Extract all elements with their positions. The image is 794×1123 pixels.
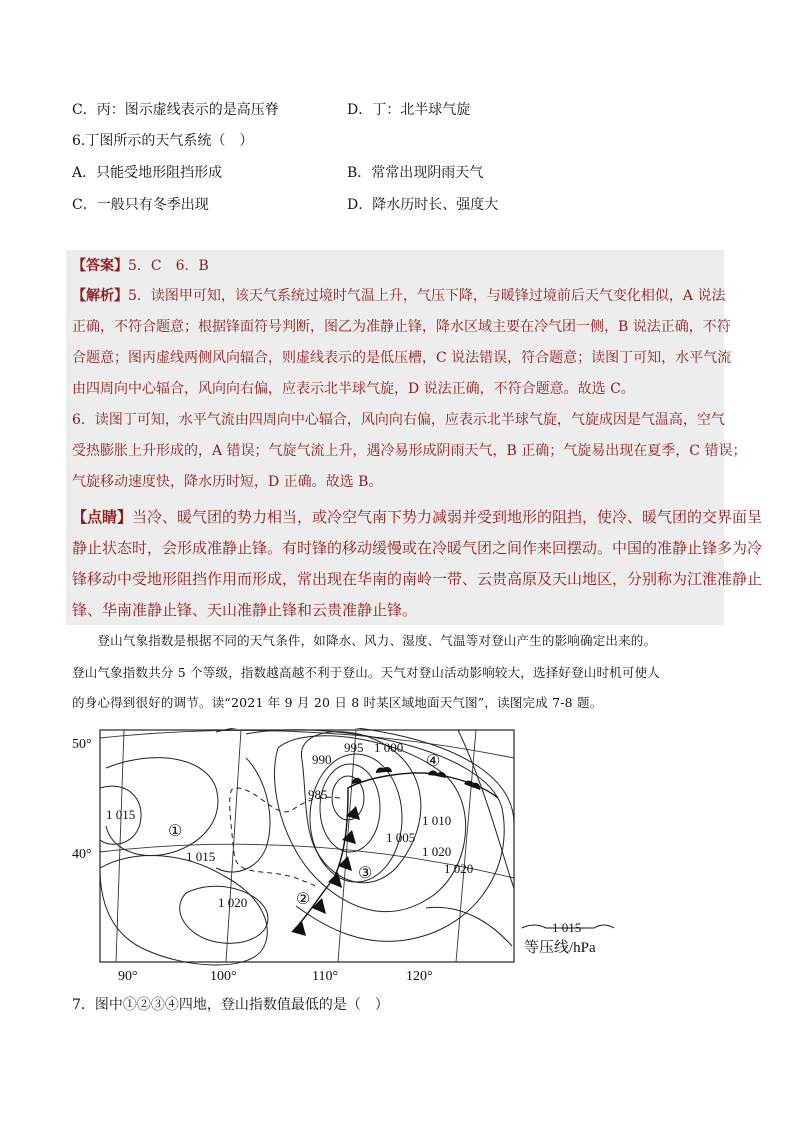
- isobar-label: 1 020: [218, 895, 248, 910]
- trough-line: [230, 788, 340, 886]
- point-1: ①: [168, 823, 183, 840]
- material-line-2: 登山气象指数共分 5 个等级，指数越高越不利于登山。天气对登山活动影响较大，选择好登山时机可使人: [72, 665, 661, 680]
- point-2: ②: [296, 891, 311, 908]
- analysis-line-5: 6．读图丁可知，水平气流由四周向中心辐合，风向向右偏，应表示北半球气旋，气旋成因是气温高，空气: [72, 412, 725, 428]
- q5-option-c: C．丙：图示虚线表示的是高压脊: [72, 102, 279, 118]
- isobar-label: 985: [308, 787, 328, 802]
- map-legend: [522, 920, 614, 956]
- analysis-line-1: [72, 286, 725, 306]
- isobar-label: 1 010: [422, 813, 452, 828]
- isobar-label: 990: [312, 752, 332, 767]
- warm-front-symbols: [352, 767, 480, 790]
- q7-stem: 7．图中①②③④四地，登山指数值最低的是（ ）: [72, 997, 389, 1013]
- q6-option-d: D．降水历时长、强度大: [347, 197, 499, 213]
- tips-line-4: 锋、华南准静止锋、天山准静止锋和云贵准静止锋。: [72, 601, 418, 619]
- tips-line-1: [72, 507, 762, 527]
- analysis-tag: 【解析】: [72, 288, 128, 304]
- legend-value: 1 015: [552, 920, 582, 935]
- q5-option-d: D．丁：北半球气旋: [347, 102, 471, 118]
- analysis-line-2: 正确，不符合题意；根据锋面符号判断，图乙为准静止锋，降水区域主要在冷气团一侧，B 说法正确，不符: [72, 319, 731, 335]
- analysis-text-1: 5．读图甲可知，该天气系统过境时气温上升，气压下降，与暖锋过境前后天气变化相似，A 说法: [128, 288, 726, 304]
- q6-option-c: C．一般只有冬季出现: [72, 197, 209, 213]
- isobar-label: 1 015: [186, 849, 216, 864]
- graticule: [100, 730, 514, 962]
- isobar-label: 1 020: [444, 861, 474, 876]
- lon-label-100: 100°: [210, 969, 237, 984]
- lon-label-110: 110°: [312, 969, 339, 984]
- isobar-label: 1 020: [422, 844, 452, 859]
- isobar-label: 1 015: [106, 807, 136, 822]
- lat-label-50: 50°: [72, 737, 92, 752]
- tips-text-1: 当冷、暖气团的势力相当，或冷空气南下势力减弱并受到地形的阻挡，使冷、暖气团的交界面呈: [132, 508, 763, 526]
- isobar-label: 1 000: [374, 740, 404, 755]
- weather-map: [66, 728, 626, 990]
- tips-line-3: 锋移动中受地形阻挡作用而形成，常出现在华南的南岭一带、云贵高原及天山地区，分别称为江淮准静止: [72, 570, 763, 588]
- tips-line-2: 静止状态时，会形成准静止锋。有时锋的移动缓慢或在冷暖气团之间作来回摆动。中国的准静止锋多为冷: [72, 539, 763, 557]
- tips-tag: 【点睛】: [72, 508, 133, 526]
- isobar-label: 1 005: [386, 830, 416, 845]
- material-line-3: 的身心得到很好的调节。读“2021 年 9 月 20 日 8 时某区域地面天气图”，读图完成 7-8 题。: [72, 695, 603, 710]
- point-4: ④: [426, 753, 441, 770]
- analysis-line-3: 合题意；图丙虚线两侧风向辐合，则虚线表示的是低压槽，C 说法错误，符合题意；读图丁可知，水平气流: [72, 350, 732, 366]
- analysis-line-7: 气旋移动速度快，降水历时短，D 正确。故选 B。: [72, 474, 383, 490]
- point-3: ③: [358, 865, 373, 882]
- answer-text: 5．C 6．B: [128, 258, 209, 274]
- material-line-1: 登山气象指数是根据不同的天气条件，如降水、风力、湿度、气温等对登山产生的影响确定出来的。: [72, 633, 657, 648]
- q6-stem: 6.丁图所示的天气系统（ ）: [72, 133, 254, 149]
- isobar-label: 995: [344, 740, 364, 755]
- lon-label-90: 90°: [118, 969, 138, 984]
- cold-front-symbols: [292, 806, 360, 936]
- lat-label-40: 40°: [72, 847, 92, 862]
- answer-line: [72, 256, 209, 276]
- lon-label-120: 120°: [406, 969, 433, 984]
- analysis-line-6: 受热膨胀上升形成的，A 错误；气旋气流上升，遇冷易形成阴雨天气，B 正确；气旋易出现在夏季，C 错误；: [72, 443, 747, 459]
- q6-option-a: A．只能受地形阻挡形成: [72, 165, 223, 181]
- analysis-line-4: 由四周向中心辐合，风向向右偏，应表示北半球气旋，D 说法正确，不符合题意。故选 C。: [72, 381, 635, 397]
- legend-text: 等压线/hPa: [524, 940, 596, 956]
- answer-tag: 【答案】: [72, 258, 128, 274]
- q6-option-b: B．常常出现阴雨天气: [347, 165, 484, 181]
